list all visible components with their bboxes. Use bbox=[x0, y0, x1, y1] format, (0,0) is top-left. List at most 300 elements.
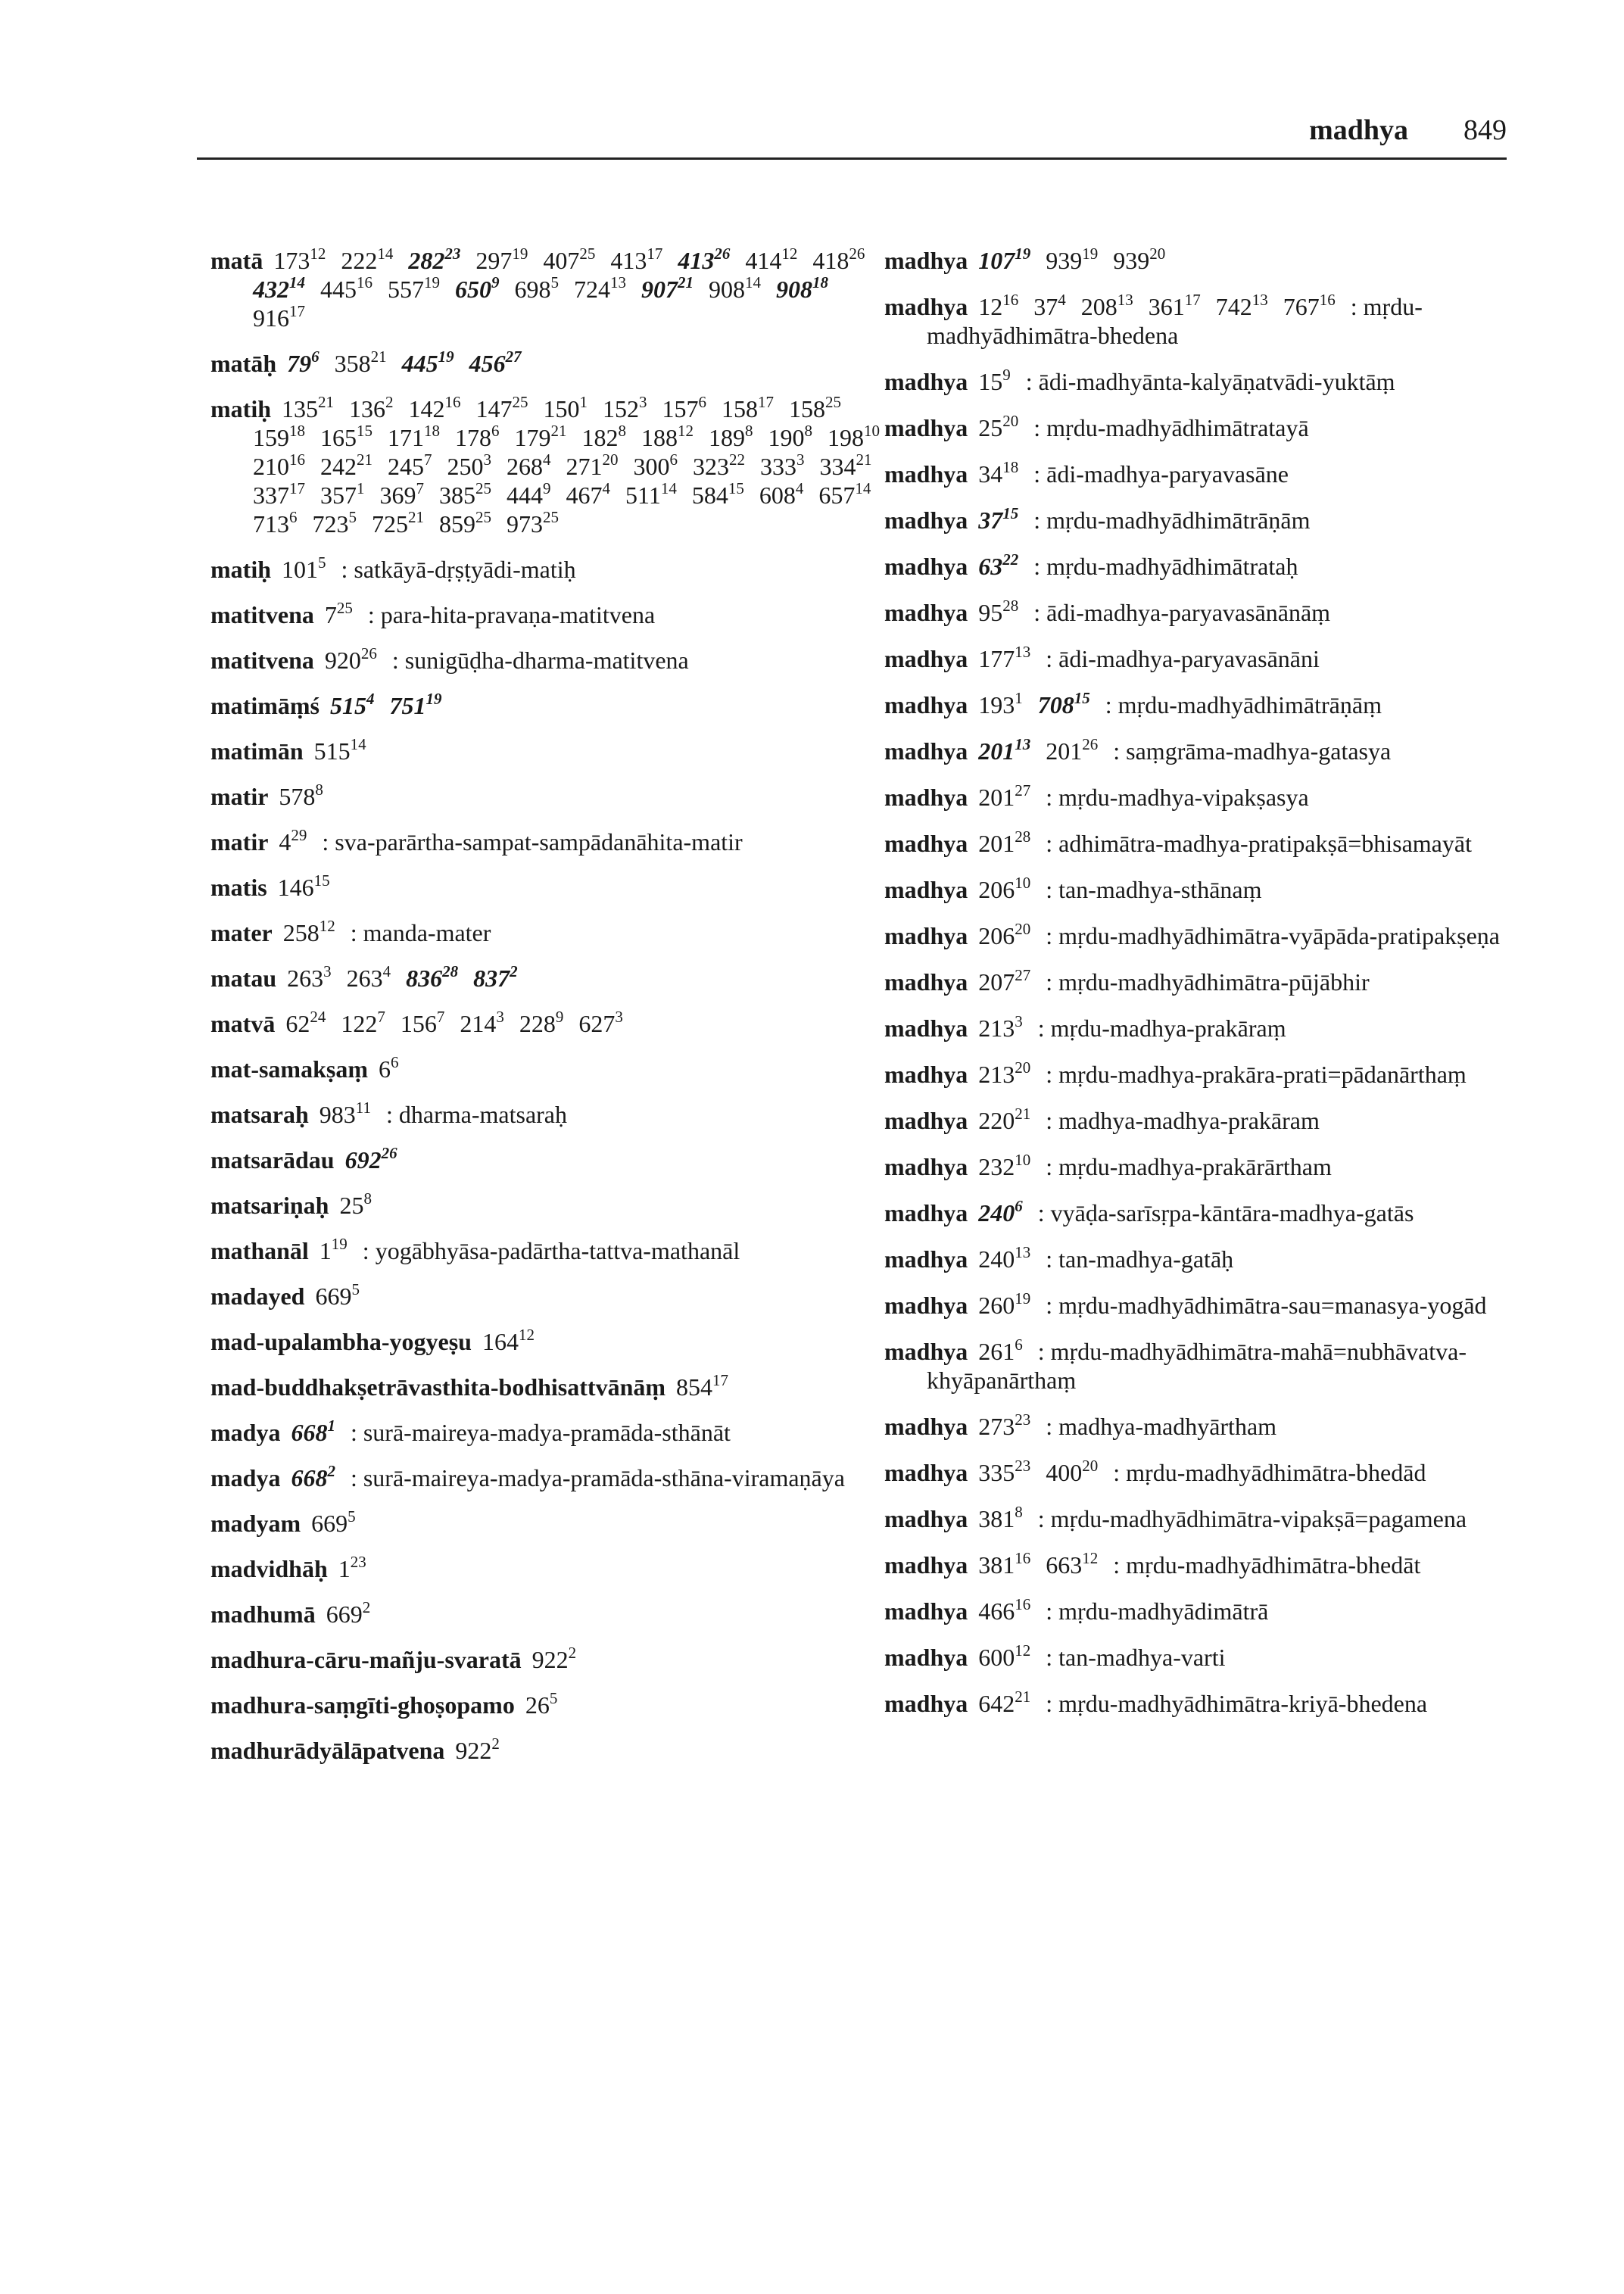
right-column bbox=[884, 246, 1569, 1735]
index-entry bbox=[884, 460, 1569, 488]
headword: matimāṃś bbox=[210, 692, 320, 719]
page-line-reference: $650^9$ bbox=[455, 273, 500, 303]
page-line-reference: $669^5$ bbox=[315, 1280, 360, 1310]
headword: matir bbox=[210, 783, 269, 810]
headword: madyam bbox=[210, 1510, 301, 1537]
page-line-reference: $12^{16}$ bbox=[978, 291, 1019, 320]
index-entry bbox=[884, 1198, 1569, 1227]
page-line-reference: $63^{22}$ bbox=[978, 550, 1019, 580]
page-line-reference: $206^{10}$ bbox=[978, 874, 1031, 903]
page-line-reference: $908^{18}$ bbox=[776, 273, 828, 303]
compound-gloss: : mṛdu-madhyādimātrā bbox=[1046, 1597, 1269, 1625]
headword: madhya bbox=[884, 1107, 968, 1134]
page-line-reference: $258^{12}$ bbox=[282, 917, 335, 946]
headword: madhura-saṃgīti-ghoṣopamo bbox=[210, 1691, 515, 1719]
page-line-reference: $173^{12}$ bbox=[273, 245, 326, 274]
page-line-reference: $767^{16}$ bbox=[1283, 291, 1336, 320]
index-entry bbox=[210, 1327, 896, 1356]
headword: matsariṇaḥ bbox=[210, 1192, 329, 1219]
compound-gloss: : yogābhyāsa-padārtha-tattva-mathanāl bbox=[362, 1237, 740, 1264]
page-line-reference: $854^{17}$ bbox=[676, 1371, 729, 1401]
page-line-reference: $263^3$ bbox=[287, 962, 332, 992]
page-line-reference: $836^{28}$ bbox=[406, 962, 459, 992]
index-entry bbox=[210, 1282, 896, 1311]
page-line-reference: $101^5$ bbox=[282, 553, 326, 583]
page-line-reference: $300^6$ bbox=[633, 450, 678, 480]
index-entry bbox=[884, 1597, 1569, 1625]
page-line-reference: $201^{27}$ bbox=[978, 781, 1031, 811]
page-line-reference: $250^3$ bbox=[447, 450, 491, 480]
headword: mater bbox=[210, 919, 273, 946]
index-entry bbox=[884, 1291, 1569, 1320]
headword: madhya bbox=[884, 414, 968, 441]
page-line-reference: $201^{26}$ bbox=[1046, 735, 1099, 765]
compound-gloss: : mṛdu-madhyādhimātrāṇām bbox=[1033, 506, 1311, 534]
headword: matir bbox=[210, 828, 269, 856]
page-line-reference: $179^{21}$ bbox=[514, 422, 567, 451]
page-line-reference: $456^{27}$ bbox=[469, 348, 522, 377]
page-line-reference: $467^4$ bbox=[566, 479, 610, 509]
compound-gloss: : sunigūḍha-dharma-matitvena bbox=[391, 647, 689, 674]
compound-gloss: : mṛdu-madhyādhimātrataḥ bbox=[1033, 553, 1298, 580]
left-column bbox=[210, 246, 896, 1781]
index-entry bbox=[210, 1554, 896, 1583]
page-line-reference: $95^{28}$ bbox=[978, 597, 1019, 626]
page-line-reference: $193^1$ bbox=[978, 689, 1023, 718]
index-entry bbox=[884, 413, 1569, 442]
page-line-reference: $337^{17}$ bbox=[253, 479, 305, 509]
headword: madhya bbox=[884, 1597, 968, 1625]
headword: madhya bbox=[884, 1015, 968, 1042]
compound-gloss: : madhya-madhya-prakāram bbox=[1046, 1107, 1320, 1134]
index-entry bbox=[210, 1418, 896, 1447]
compound-gloss: : satkāyā-dṛṣṭyādi-matiḥ bbox=[341, 556, 576, 583]
page-line-reference: $922^2$ bbox=[531, 1644, 577, 1673]
page-line-reference: $381^{16}$ bbox=[978, 1549, 1031, 1579]
page-line-reference: $323^{22}$ bbox=[693, 450, 745, 480]
page-line-reference: $608^4$ bbox=[759, 479, 804, 509]
page-line-reference: $178^6$ bbox=[455, 422, 500, 451]
headword: madayed bbox=[210, 1283, 305, 1310]
index-entry bbox=[884, 1458, 1569, 1487]
page-line-reference: $511^{14}$ bbox=[625, 479, 677, 509]
index-entry bbox=[210, 1509, 896, 1538]
index-entry bbox=[210, 1191, 896, 1220]
page-line-reference: $1^{23}$ bbox=[338, 1553, 366, 1582]
page-line-reference: $261^6$ bbox=[978, 1336, 1023, 1365]
page-line-reference: $214^3$ bbox=[460, 1008, 504, 1037]
index-entry bbox=[884, 1551, 1569, 1579]
headword: madhya bbox=[884, 506, 968, 534]
headword: madhya bbox=[884, 1245, 968, 1273]
page-line-reference: $232^{10}$ bbox=[978, 1151, 1031, 1180]
index-entry bbox=[210, 1463, 896, 1492]
page-line-reference: $222^{14}$ bbox=[341, 245, 394, 274]
index-entry bbox=[210, 349, 896, 378]
index-entry bbox=[210, 1236, 896, 1265]
compound-gloss: : ādi-madhya-paryavasānānāṃ bbox=[1033, 599, 1331, 626]
page-line-reference: $282^{23}$ bbox=[408, 245, 461, 274]
page-line-reference: $208^{13}$ bbox=[1080, 291, 1133, 320]
compound-gloss: : madhya-madhyārtham bbox=[1046, 1413, 1277, 1440]
page-line-reference: $381^8$ bbox=[978, 1503, 1023, 1532]
headword: matau bbox=[210, 965, 277, 992]
page-line-reference: $213^3$ bbox=[978, 1012, 1023, 1042]
headword: mat-samakṣaṃ bbox=[210, 1055, 368, 1083]
index-entry bbox=[884, 598, 1569, 627]
page-line-reference: $15^9$ bbox=[978, 366, 1011, 395]
compound-gloss: : ādi-madhya-paryavasāne bbox=[1033, 460, 1289, 488]
page-line-reference: $922^2$ bbox=[455, 1735, 500, 1764]
headword: mathanāl bbox=[210, 1237, 309, 1264]
compound-gloss: : para-hita-pravaṇa-matitvena bbox=[367, 601, 656, 628]
compound-gloss: : mṛdu-madhya-vipakṣasya bbox=[1046, 784, 1309, 811]
index-entry bbox=[210, 1145, 896, 1174]
page-line-reference: $669^2$ bbox=[326, 1598, 371, 1628]
page-line-reference: $333^3$ bbox=[760, 450, 805, 480]
page-line-reference: $907^{21}$ bbox=[641, 273, 694, 303]
page-line-reference: $245^7$ bbox=[388, 450, 432, 480]
index-entry bbox=[884, 1152, 1569, 1181]
compound-gloss: : sva-parārtha-sampat-sampādanāhita-matir bbox=[322, 828, 743, 856]
page-line-reference: $668^2$ bbox=[291, 1462, 335, 1491]
page-line-reference: $62^{24}$ bbox=[285, 1008, 326, 1037]
headword: madhya bbox=[884, 830, 968, 857]
headword: madhya bbox=[884, 1292, 968, 1319]
page-line-reference: $657^{14}$ bbox=[818, 479, 871, 509]
headword: madhya bbox=[884, 1459, 968, 1486]
page-line-reference: $158^{17}$ bbox=[722, 393, 774, 422]
index-entry bbox=[884, 292, 1569, 350]
page-line-reference: $1^{19}$ bbox=[319, 1235, 348, 1264]
page-line-reference: $920^{26}$ bbox=[324, 644, 377, 674]
page-line-reference: $142^{16}$ bbox=[408, 393, 461, 422]
page-line-reference: $158^{25}$ bbox=[789, 393, 841, 422]
page-line-reference: $207^{27}$ bbox=[978, 966, 1031, 996]
index-entry bbox=[884, 1412, 1569, 1441]
page-line-reference: $627^3$ bbox=[578, 1008, 623, 1037]
headword: madhya bbox=[884, 599, 968, 626]
headword: matis bbox=[210, 874, 267, 901]
headword: matitvena bbox=[210, 647, 314, 674]
compound-gloss: : mṛdu-madhya-prakārārtham bbox=[1046, 1153, 1332, 1180]
headword: madhumā bbox=[210, 1601, 316, 1628]
headword: madhya bbox=[884, 293, 968, 320]
page-line-reference: $147^{25}$ bbox=[475, 393, 528, 422]
page-line-reference: $240^6$ bbox=[978, 1197, 1023, 1226]
page-line-reference: $466^{16}$ bbox=[978, 1595, 1031, 1625]
index-entry bbox=[884, 829, 1569, 858]
headword: matitvena bbox=[210, 601, 314, 628]
index-entry bbox=[210, 964, 896, 993]
page-line-reference: $4^{29}$ bbox=[279, 826, 307, 856]
page-line-reference: $165^{15}$ bbox=[320, 422, 372, 451]
compound-gloss: : mṛdu-madhyādhimātra-kriyā-bhedena bbox=[1046, 1690, 1428, 1717]
page-line-reference: $150^1$ bbox=[543, 393, 588, 422]
compound-gloss: : mṛdu-madhya-prakāra-prati=pādanārthaṃ bbox=[1046, 1061, 1467, 1088]
page-line-reference: $206^{20}$ bbox=[978, 920, 1031, 949]
page-line-reference: $713^6$ bbox=[253, 508, 298, 538]
compound-gloss: : mṛdu-madhyādhimātrāṇāṃ bbox=[1105, 691, 1382, 718]
page-line-reference: $369^7$ bbox=[379, 479, 424, 509]
page-line-reference: $414^{12}$ bbox=[745, 245, 798, 274]
index-entry bbox=[884, 1689, 1569, 1718]
compound-gloss: : mṛdu-madhyādhimātra-mahā=nubhāvatva-khyāpanārthaṃ bbox=[927, 1338, 1467, 1394]
headword: madya bbox=[210, 1419, 281, 1446]
page-line-reference: $182^8$ bbox=[581, 422, 626, 451]
page-line-reference: $107^{19}$ bbox=[978, 245, 1031, 274]
index-entry bbox=[210, 691, 896, 720]
headword: madhya bbox=[884, 553, 968, 580]
compound-gloss: : tan-madhya-gatāḥ bbox=[1046, 1245, 1234, 1273]
page-line-reference: $742^{13}$ bbox=[1215, 291, 1268, 320]
compound-gloss: : mṛdu-madhya-prakāraṃ bbox=[1037, 1015, 1286, 1042]
headword: madhya bbox=[884, 1551, 968, 1579]
page-line-reference: $708^{15}$ bbox=[1037, 689, 1090, 718]
index-entry bbox=[884, 690, 1569, 719]
headword: madhya bbox=[884, 1413, 968, 1440]
page-line-reference: $385^{25}$ bbox=[439, 479, 491, 509]
page-line-reference: $136^2$ bbox=[349, 393, 394, 422]
headword: madhya bbox=[884, 968, 968, 996]
page-line-reference: $146^{15}$ bbox=[277, 871, 330, 901]
headword: madya bbox=[210, 1464, 281, 1491]
page-line-reference: $413^{26}$ bbox=[678, 245, 731, 274]
page-line-reference: $190^8$ bbox=[768, 422, 812, 451]
compound-gloss: : tan-madhya-sthānaṃ bbox=[1046, 876, 1262, 903]
compound-gloss: : mṛdu-madhyādhimātra-vyāpāda-pratipakṣeṇa bbox=[1046, 922, 1500, 949]
headword: madhurādyālāpatvena bbox=[210, 1737, 445, 1764]
index-entry bbox=[210, 394, 896, 538]
page-line-reference: $152^3$ bbox=[603, 393, 647, 422]
page-line-reference: $6^6$ bbox=[378, 1053, 399, 1083]
compound-gloss: : mṛdu-madhyādhimātratayā bbox=[1033, 414, 1309, 441]
page-line-reference: $34^{18}$ bbox=[978, 458, 1019, 488]
page-line-reference: $939^{19}$ bbox=[1046, 245, 1099, 274]
headword: madhya bbox=[884, 368, 968, 395]
page-line-reference: $357^1$ bbox=[320, 479, 365, 509]
index-entry bbox=[210, 646, 896, 675]
page-line-reference: $157^6$ bbox=[662, 393, 706, 422]
headword: madhya bbox=[884, 1153, 968, 1180]
headword: madhya bbox=[884, 1644, 968, 1671]
compound-gloss: : surā-maireya-madya-pramāda-sthānāt bbox=[350, 1419, 731, 1446]
page-line-reference: $407^{25}$ bbox=[543, 245, 596, 274]
index-entry bbox=[210, 918, 896, 947]
page-line-reference: $25^{20}$ bbox=[978, 412, 1019, 441]
compound-gloss: : mṛdu-madhyādhimātra-bhedāt bbox=[1113, 1551, 1421, 1579]
headword: madhya bbox=[884, 247, 968, 274]
page-line-reference: $297^{19}$ bbox=[475, 245, 528, 274]
index-entry bbox=[210, 873, 896, 902]
page-line-reference: $600^{12}$ bbox=[978, 1641, 1031, 1671]
index-entry bbox=[210, 1691, 896, 1719]
headword: madhya bbox=[884, 737, 968, 765]
index-entry bbox=[210, 1055, 896, 1083]
index-entry bbox=[210, 600, 896, 629]
index-entry bbox=[884, 506, 1569, 535]
page-line-reference: $37^{15}$ bbox=[978, 504, 1019, 534]
index-entry bbox=[884, 1245, 1569, 1273]
compound-gloss: : vyāḍa-sarīsṛpa-kāntāra-madhya-gatās bbox=[1037, 1199, 1414, 1226]
page-line-reference: $26^5$ bbox=[525, 1689, 558, 1719]
index-entry bbox=[884, 1106, 1569, 1135]
page-line-reference: $335^{23}$ bbox=[978, 1457, 1031, 1486]
index-entry bbox=[884, 367, 1569, 396]
index-entry bbox=[884, 552, 1569, 581]
page-line-reference: $859^{25}$ bbox=[439, 508, 491, 538]
page-line-reference: $698^5$ bbox=[514, 273, 559, 303]
headword: matāḥ bbox=[210, 350, 277, 377]
page-line-reference: $271^{20}$ bbox=[566, 450, 619, 480]
index-entry bbox=[884, 1014, 1569, 1043]
page-line-reference: $939^{20}$ bbox=[1113, 245, 1166, 274]
page-line-reference: $445^{16}$ bbox=[320, 273, 372, 303]
headword: mad-upalambha-yogyeṣu bbox=[210, 1328, 472, 1355]
compound-gloss: : mṛdu-madhyādhimātra-bhedena bbox=[927, 293, 1423, 349]
compound-gloss: : surā-maireya-madya-pramāda-sthāna-viramaṇāya bbox=[350, 1464, 845, 1491]
compound-gloss: : saṃgrāma-madhya-gatasya bbox=[1113, 737, 1392, 765]
index-entry bbox=[884, 1504, 1569, 1533]
page-line-reference: $156^7$ bbox=[400, 1008, 445, 1037]
headword: matiḥ bbox=[210, 556, 271, 583]
page-line-reference: $79^6$ bbox=[287, 348, 320, 377]
page-line-reference: $228^9$ bbox=[519, 1008, 564, 1037]
page-line-reference: $210^{16}$ bbox=[253, 450, 305, 480]
headword: matsaraḥ bbox=[210, 1101, 309, 1128]
page-line-reference: $669^5$ bbox=[311, 1507, 356, 1537]
page-line-reference: $515^4$ bbox=[329, 690, 375, 719]
headword: madhya bbox=[884, 1338, 968, 1365]
index-entry bbox=[210, 737, 896, 765]
index-entry bbox=[210, 1009, 896, 1038]
index-entry bbox=[210, 246, 896, 332]
page-line-reference: $837^2$ bbox=[473, 962, 518, 992]
compound-gloss: : ādi-madhyānta-kalyāṇatvādi-yuktāṃ bbox=[1025, 368, 1395, 395]
index-entry bbox=[884, 783, 1569, 812]
index-entry bbox=[210, 1600, 896, 1629]
index-entry bbox=[884, 1060, 1569, 1089]
page-line-reference: $159^{18}$ bbox=[253, 422, 305, 451]
headword: matvā bbox=[210, 1010, 276, 1037]
index-entry bbox=[210, 782, 896, 811]
index-entry bbox=[884, 1643, 1569, 1672]
index-entry bbox=[884, 875, 1569, 904]
page-line-reference: $25^8$ bbox=[339, 1189, 372, 1219]
compound-gloss: : mṛdu-madhyādhimātra-sau=manasya-yogād bbox=[1046, 1292, 1487, 1319]
headword: madhya bbox=[884, 784, 968, 811]
page-line-reference: $260^{19}$ bbox=[978, 1289, 1031, 1319]
compound-gloss: : mṛdu-madhyādhimātra-vipakṣā=pagamena bbox=[1037, 1505, 1467, 1532]
index-entry bbox=[210, 1645, 896, 1674]
index-entry bbox=[210, 828, 896, 856]
headword: madhya bbox=[884, 922, 968, 949]
compound-gloss: : manda-mater bbox=[350, 919, 491, 946]
headword: matsarādau bbox=[210, 1146, 335, 1173]
page-line-reference: $188^{12}$ bbox=[641, 422, 694, 451]
index-entry bbox=[884, 968, 1569, 996]
index-entry bbox=[210, 1373, 896, 1401]
headword: matā bbox=[210, 247, 263, 274]
headword: madhya bbox=[884, 876, 968, 903]
page-line-reference: $444^9$ bbox=[507, 479, 551, 509]
page-line-reference: $189^8$ bbox=[709, 422, 753, 451]
headword: madhura-cāru-mañju-svaratā bbox=[210, 1646, 522, 1673]
page-line-reference: $177^{13}$ bbox=[978, 643, 1031, 672]
page-line-reference: $334^{21}$ bbox=[819, 450, 872, 480]
header-word: madhya bbox=[1309, 114, 1408, 146]
index-entry bbox=[884, 921, 1569, 950]
index-entry bbox=[210, 555, 896, 584]
headword: madvidhāḥ bbox=[210, 1555, 328, 1582]
page-line-reference: $7^{25}$ bbox=[324, 599, 353, 628]
index-entry bbox=[210, 1736, 896, 1765]
headword: matiḥ bbox=[210, 395, 271, 422]
page-line-reference: $201^{13}$ bbox=[978, 735, 1031, 765]
page-line-reference: $908^{14}$ bbox=[709, 273, 761, 303]
page-line-reference: $515^{14}$ bbox=[313, 735, 366, 765]
page-line-reference: $642^{21}$ bbox=[978, 1688, 1031, 1717]
page-line-reference: $361^{17}$ bbox=[1148, 291, 1201, 320]
page-line-reference: $135^{21}$ bbox=[282, 393, 334, 422]
page-line-reference: $584^{15}$ bbox=[691, 479, 744, 509]
page-line-reference: $273^{23}$ bbox=[978, 1410, 1031, 1440]
page-line-reference: $220^{21}$ bbox=[978, 1105, 1031, 1134]
page-line-reference: $916^{17}$ bbox=[253, 302, 305, 332]
compound-gloss: : adhimātra-madhya-pratipakṣā=bhisamayāt bbox=[1046, 830, 1472, 857]
page-line-reference: $668^1$ bbox=[291, 1417, 335, 1446]
page-line-reference: $164^{12}$ bbox=[482, 1326, 535, 1355]
headword: madhya bbox=[884, 645, 968, 672]
headword: madhya bbox=[884, 691, 968, 718]
page-line-reference: $400^{20}$ bbox=[1046, 1457, 1099, 1486]
index-entry bbox=[884, 1337, 1569, 1395]
page-line-reference: $445^{19}$ bbox=[401, 348, 454, 377]
page-line-reference: $723^5$ bbox=[312, 508, 357, 538]
compound-gloss: : dharma-matsaraḥ bbox=[386, 1101, 567, 1128]
headword: madhya bbox=[884, 460, 968, 488]
index-entry bbox=[884, 246, 1569, 275]
headword: mad-buddhakṣetrāvasthita-bodhisattvānāṃ bbox=[210, 1373, 666, 1401]
compound-gloss: : ādi-madhya-paryavasānāni bbox=[1046, 645, 1320, 672]
page-line-reference: $240^{13}$ bbox=[978, 1243, 1031, 1273]
page-number: 849 bbox=[1463, 114, 1507, 146]
page-line-reference: $413^{17}$ bbox=[610, 245, 663, 274]
page-line-reference: $242^{21}$ bbox=[320, 450, 372, 480]
index-entry bbox=[884, 737, 1569, 765]
headword: madhya bbox=[884, 1199, 968, 1226]
page-line-reference: $692^{26}$ bbox=[344, 1144, 397, 1173]
page-line-reference: $263^4$ bbox=[346, 962, 391, 992]
page-line-reference: $171^{18}$ bbox=[388, 422, 440, 451]
page-line-reference: $725^{21}$ bbox=[372, 508, 424, 538]
headword: madhya bbox=[884, 1505, 968, 1532]
page-line-reference: $37^4$ bbox=[1033, 291, 1066, 320]
page-line-reference: $198^{10}$ bbox=[828, 422, 880, 451]
page-line-reference: $122^7$ bbox=[341, 1008, 385, 1037]
page-line-reference: $418^{26}$ bbox=[812, 245, 865, 274]
page-line-reference: $983^{11}$ bbox=[319, 1099, 371, 1128]
page-line-reference: $432^{14}$ bbox=[253, 273, 305, 303]
running-header bbox=[197, 114, 1507, 160]
page-line-reference: $751^{19}$ bbox=[389, 690, 442, 719]
page-line-reference: $268^4$ bbox=[507, 450, 551, 480]
headword: matimān bbox=[210, 737, 304, 765]
page-line-reference: $578^8$ bbox=[279, 781, 323, 810]
page-line-reference: $213^{20}$ bbox=[978, 1058, 1031, 1088]
index-entry bbox=[210, 1100, 896, 1129]
compound-gloss: : mṛdu-madhyādhimātra-bhedād bbox=[1113, 1459, 1426, 1486]
